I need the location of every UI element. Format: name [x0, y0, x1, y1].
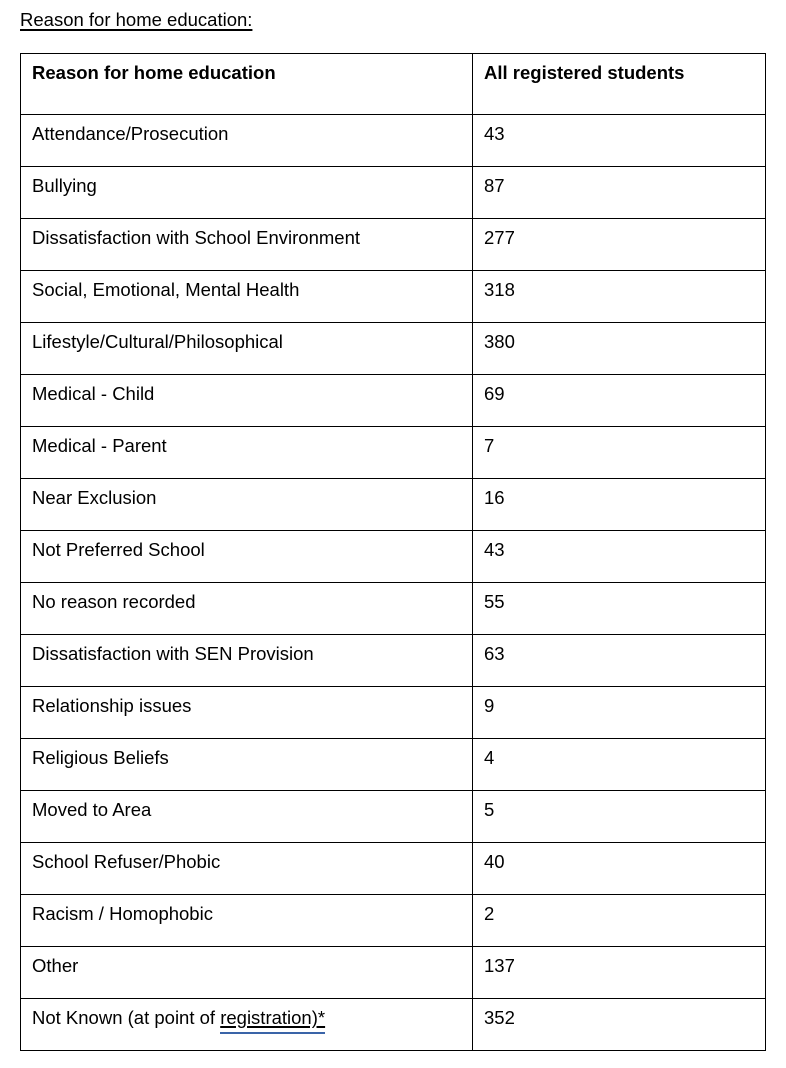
cell-reason: Other — [21, 947, 473, 999]
column-header-reason: Reason for home education — [21, 54, 473, 115]
cell-count: 40 — [473, 843, 766, 895]
table-row — [21, 895, 766, 947]
cell-reason: Bullying — [21, 167, 473, 219]
table-header — [21, 54, 766, 115]
page-title — [20, 8, 252, 32]
reason-for-home-education-table — [20, 53, 766, 1051]
table-header-row — [21, 54, 766, 115]
cell-reason: Dissatisfaction with School Environment — [21, 219, 473, 271]
cell-count: 5 — [473, 791, 766, 843]
table-row — [21, 323, 766, 375]
cell-count: 43 — [473, 531, 766, 583]
table-row — [21, 375, 766, 427]
table-row — [21, 427, 766, 479]
table-row — [21, 115, 766, 167]
cell-reason: Near Exclusion — [21, 479, 473, 531]
cell-reason: Dissatisfaction with SEN Provision — [21, 635, 473, 687]
cell-count: 9 — [473, 687, 766, 739]
table-row — [21, 843, 766, 895]
cell-count: 4 — [473, 739, 766, 791]
cell-reason: Medical - Parent — [21, 427, 473, 479]
table-row — [21, 583, 766, 635]
cell-reason: Relationship issues — [21, 687, 473, 739]
cell-count: 87 — [473, 167, 766, 219]
table-row — [21, 167, 766, 219]
cell-count: 43 — [473, 115, 766, 167]
cell-count: 380 — [473, 323, 766, 375]
cell-reason-text: Not Known (at point of — [32, 1007, 221, 1028]
cell-count: 63 — [473, 635, 766, 687]
page-title-text: Reason for home education: — [20, 9, 253, 30]
cell-count: 69 — [473, 375, 766, 427]
cell-count: 137 — [473, 947, 766, 999]
table-row — [21, 687, 766, 739]
cell-reason: No reason recorded — [21, 583, 473, 635]
table-row — [21, 739, 766, 791]
table-row — [21, 531, 766, 583]
cell-reason: Not Preferred School — [21, 531, 473, 583]
cell-reason: Lifestyle/Cultural/Philosophical — [21, 323, 473, 375]
cell-count: 7 — [473, 427, 766, 479]
cell-reason: Religious Beliefs — [21, 739, 473, 791]
table-row — [21, 791, 766, 843]
cell-reason: Social, Emotional, Mental Health — [21, 271, 473, 323]
cell-count: 55 — [473, 583, 766, 635]
table-row — [21, 635, 766, 687]
cell-reason: School Refuser/Phobic — [21, 843, 473, 895]
table-row — [21, 947, 766, 999]
column-header-all-registered-students: All registered students — [473, 54, 766, 115]
cell-count: 277 — [473, 219, 766, 271]
table-body — [21, 115, 766, 1051]
cell-count: 16 — [473, 479, 766, 531]
cell-reason: Attendance/Prosecution — [21, 115, 473, 167]
marked-word-registration[interactable]: registration)* — [220, 1007, 326, 1028]
cell-reason: Racism / Homophobic — [21, 895, 473, 947]
cell-count: 2 — [473, 895, 766, 947]
cell-reason: Moved to Area — [21, 791, 473, 843]
table-row — [21, 999, 766, 1051]
reason-for-home-education-table-wrapper — [20, 53, 765, 1051]
cell-count: 352 — [473, 999, 766, 1051]
cell-reason — [21, 999, 473, 1051]
table-row — [21, 271, 766, 323]
table-row — [21, 479, 766, 531]
table-row — [21, 219, 766, 271]
cell-reason: Medical - Child — [21, 375, 473, 427]
cell-count: 318 — [473, 271, 766, 323]
